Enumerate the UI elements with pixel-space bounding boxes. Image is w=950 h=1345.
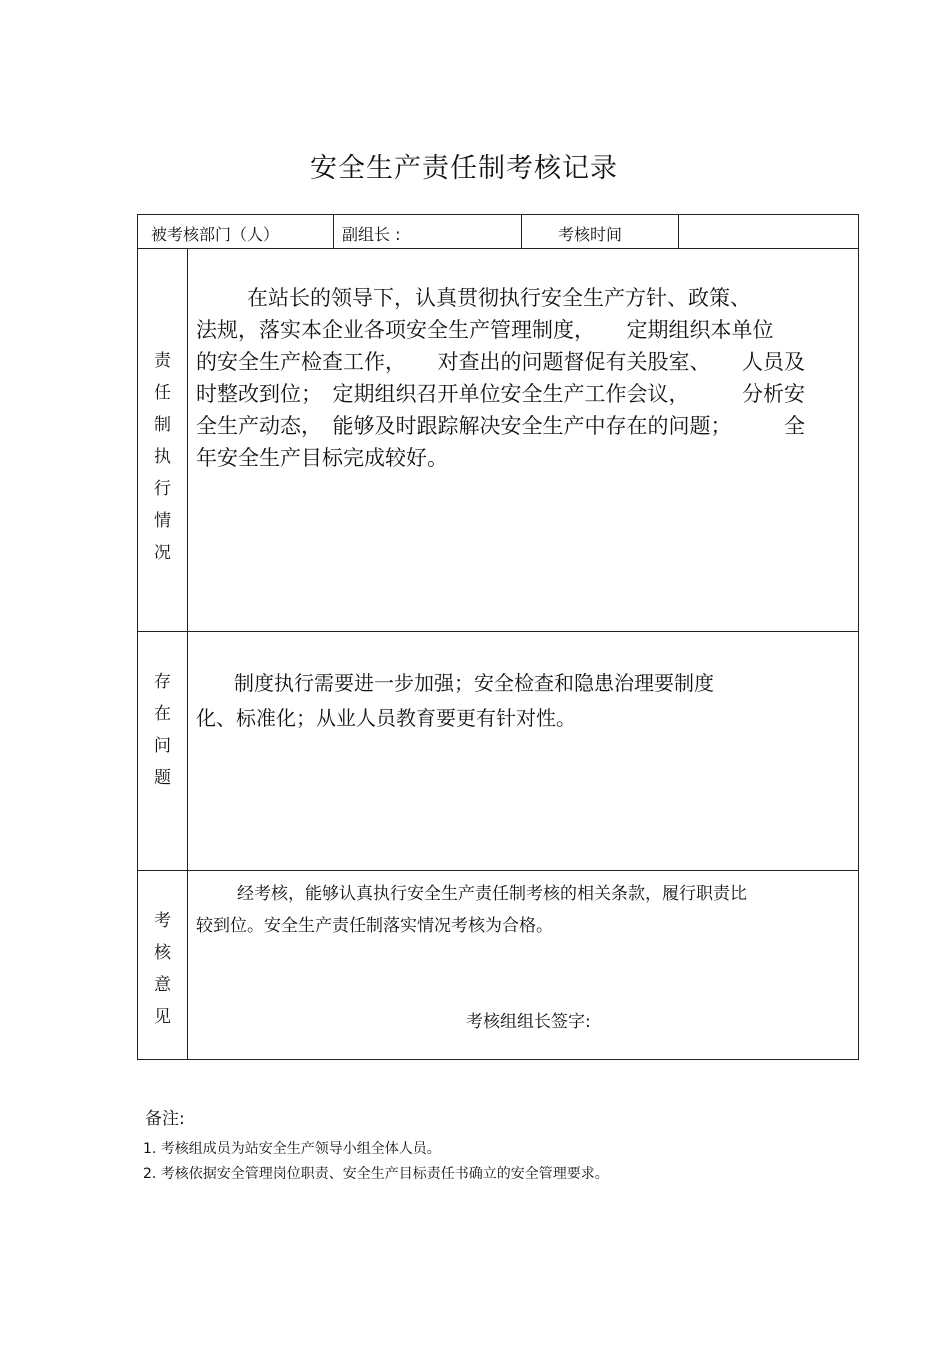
label-char: 任 (154, 383, 171, 403)
responsibility-line: 在站长的领导下，认真贯彻执行安全生产方针、政策、 (247, 286, 751, 310)
header-divider-1 (333, 215, 334, 248)
problems-line: 化、标准化；从业人员教育要更有针对性。 (196, 706, 576, 730)
label-char: 见 (154, 1007, 171, 1027)
header-divider-3 (678, 215, 679, 248)
label-char: 责 (154, 351, 171, 371)
label-char: 制 (154, 415, 171, 435)
label-char: 在 (154, 704, 171, 724)
note-item: 2. 考核依据安全管理岗位职责、安全生产目标责任书确立的安全管理要求。 (143, 1166, 609, 1182)
responsibility-label (138, 345, 187, 569)
notes-title: 备注: (145, 1109, 185, 1129)
problems-line: 制度执行需要进一步加强；安全检查和隐患治理要制度 (234, 671, 714, 695)
label-char: 行 (154, 479, 171, 499)
opinion-label (138, 905, 187, 1033)
label-char: 情 (154, 511, 171, 531)
responsibility-line: 法规，落实本企业各项安全生产管理制度， 定期组织本单位 (196, 318, 774, 342)
label-char: 执 (154, 447, 171, 467)
problems-label (138, 666, 187, 794)
label-char: 题 (154, 768, 171, 788)
label-char: 问 (154, 736, 171, 756)
responsibility-line: 的安全生产检查工作， 对查出的问题督促有关股室、 人员及 (196, 350, 805, 374)
label-char: 况 (154, 543, 171, 563)
row-divider-header (138, 248, 858, 249)
note-item: 1. 考核组成员为站安全生产领导小组全体人员。 (143, 1141, 441, 1157)
deputy-leader-label: 副组长 : (342, 225, 401, 244)
label-char: 核 (154, 943, 171, 963)
label-column-divider (187, 248, 188, 1060)
label-char: 意 (154, 975, 171, 995)
responsibility-line: 全生产动态， 能够及时跟踪解决安全生产中存在的问题； 全 (196, 414, 805, 438)
page-title: 安全生产责任制考核记录 (310, 153, 618, 184)
header-divider-2 (521, 215, 522, 248)
row-divider-problems (138, 870, 858, 871)
label-char: 考 (154, 911, 171, 931)
opinion-line: 较到位。安全生产责任制落实情况考核为合格。 (196, 916, 553, 936)
department-label: 被考核部门（人） (151, 225, 280, 244)
assessment-table (137, 214, 859, 1060)
assessment-time-label: 考核时间 (558, 225, 623, 244)
label-char: 存 (154, 672, 171, 692)
opinion-line: 经考核，能够认真执行安全生产责任制考核的相关条款，履行职责比 (237, 884, 747, 904)
signature-label: 考核组组长签字: (466, 1012, 591, 1032)
row-divider-responsibility (138, 631, 858, 632)
responsibility-line: 年安全生产目标完成较好。 (196, 446, 448, 470)
responsibility-line: 时整改到位； 定期组织召开单位安全生产工作会议， 分析安 (196, 382, 805, 406)
